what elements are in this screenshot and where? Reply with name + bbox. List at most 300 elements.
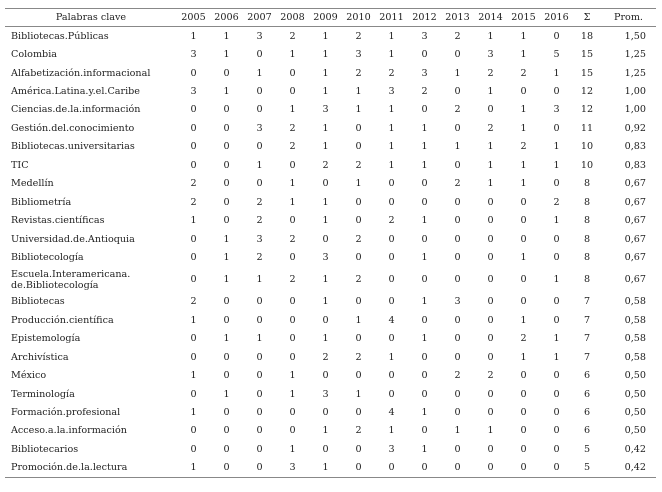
sum-cell: 11 [580, 122, 594, 134]
year-count-cell: 1 [322, 122, 329, 134]
year-count-cell: 2 [289, 141, 296, 153]
year-count-cell: 0 [190, 443, 197, 455]
year-count-cell: 1 [520, 30, 527, 42]
year-count-cell: 0 [553, 251, 560, 263]
year-count-cell: 0 [553, 296, 560, 308]
year-count-cell: 1 [289, 443, 296, 455]
year-count-cell: 0 [355, 141, 362, 153]
year-count-cell: 1 [553, 351, 560, 363]
year-count-cell: 1 [223, 274, 230, 286]
average-cell: 1,25 [624, 67, 646, 79]
year-count-cell: 0 [375, 459, 408, 478]
year-count-cell: 0 [190, 104, 197, 116]
year-count-cell: 2 [289, 30, 296, 42]
year-count-cell: 1 [223, 388, 230, 400]
year-count-cell: 0 [190, 333, 197, 345]
keyword-cell: Gestión.del.conocimiento [11, 122, 135, 134]
year-count-cell: 1 [256, 274, 263, 286]
table-row [5, 64, 656, 82]
year-count-cell: 0 [342, 459, 375, 478]
year-count-cell: 1 [223, 49, 230, 61]
year-count-cell: 0 [454, 215, 461, 227]
year-count-cell: 0 [520, 274, 527, 286]
year-count-cell: 0 [487, 296, 494, 308]
year-count-cell: 1 [322, 425, 329, 437]
average-cell: 1,00 [624, 104, 646, 116]
year-count-cell: 1 [520, 49, 527, 61]
table-row [5, 330, 656, 348]
year-count-cell: 1 [322, 333, 329, 345]
year-count-cell: 2 [190, 196, 197, 208]
year-count-cell: 3 [256, 233, 263, 245]
year-count-cell: 1 [322, 296, 329, 308]
year-count-cell: 0 [487, 233, 494, 245]
year-count-cell: 0 [223, 104, 230, 116]
column-header-sum: Σ [573, 9, 601, 27]
year-count-cell: 0 [322, 178, 329, 190]
table-row [5, 193, 656, 211]
year-count-cell: 0 [256, 407, 263, 419]
year-count-cell: 3 [553, 104, 560, 116]
year-count-cell: 0 [454, 351, 461, 363]
table-row [5, 366, 656, 384]
year-count-cell: 0 [190, 122, 197, 134]
year-count-cell: 0 [289, 296, 296, 308]
year-count-cell: 1 [322, 141, 329, 153]
year-count-cell: 0 [223, 425, 230, 437]
year-count-cell: 2 [487, 122, 494, 134]
year-count-cell: 0 [553, 443, 560, 455]
year-count-cell: 0 [322, 233, 329, 245]
year-count-cell: 0 [454, 388, 461, 400]
year-count-cell: 0 [223, 215, 230, 227]
sum-cell: 15 [580, 49, 594, 61]
year-count-cell: 0 [355, 407, 362, 419]
year-count-cell: 0 [421, 196, 428, 208]
year-count-cell: 0 [322, 370, 329, 382]
year-count-cell: 0 [487, 196, 494, 208]
keyword-cell: Universidad.de.Antioquia [11, 233, 135, 245]
year-count-cell: 1 [421, 296, 428, 308]
year-count-cell: 0 [487, 443, 494, 455]
year-count-cell: 3 [322, 104, 329, 116]
year-count-cell: 0 [553, 314, 560, 326]
year-count-cell: 0 [520, 388, 527, 400]
year-count-cell: 3 [256, 122, 263, 134]
year-count-cell: 2 [454, 104, 461, 116]
keyword-cell: Promoción.de.la.lectura [5, 459, 177, 478]
table-row [5, 440, 656, 458]
year-count-cell: 2 [289, 233, 296, 245]
year-count-cell: 0 [322, 443, 329, 455]
table-row [5, 119, 656, 137]
year-count-cell: 2 [454, 178, 461, 190]
year-count-cell: 0 [454, 251, 461, 263]
column-header-year: 2015 [507, 9, 540, 27]
year-count-cell: 1 [190, 407, 197, 419]
average-cell: 0,67 [624, 233, 646, 245]
year-count-cell: 1 [553, 274, 560, 286]
year-count-cell: 2 [421, 86, 428, 98]
year-count-cell: 0 [355, 122, 362, 134]
year-count-cell: 0 [256, 178, 263, 190]
year-count-cell: 1 [388, 425, 395, 437]
average-cell: 1,25 [624, 49, 646, 61]
year-count-cell: 1 [421, 333, 428, 345]
year-count-cell: 0 [520, 196, 527, 208]
year-count-cell: 1 [388, 49, 395, 61]
year-count-cell: 0 [190, 233, 197, 245]
column-header-year: 2009 [309, 9, 342, 27]
year-count-cell: 0 [553, 86, 560, 98]
table-row [5, 27, 656, 46]
year-count-cell: 1 [190, 30, 197, 42]
year-count-cell: 0 [289, 86, 296, 98]
year-count-cell: 1 [322, 274, 329, 286]
year-count-cell: 2 [553, 196, 560, 208]
table-body [5, 27, 656, 478]
table-row [5, 348, 656, 366]
year-count-cell: 0 [421, 314, 428, 326]
year-count-cell: 0 [540, 459, 573, 478]
year-count-cell: 0 [388, 296, 395, 308]
year-count-cell: 0 [487, 388, 494, 400]
year-count-cell: 2 [256, 215, 263, 227]
year-count-cell: 0 [355, 196, 362, 208]
year-count-cell: 0 [256, 443, 263, 455]
year-count-cell: 2 [256, 196, 263, 208]
year-count-cell: 0 [289, 407, 296, 419]
year-count-cell: 0 [421, 388, 428, 400]
year-count-cell: 1 [520, 351, 527, 363]
year-count-cell: 0 [553, 233, 560, 245]
year-count-cell: 2 [355, 159, 362, 171]
year-count-cell: 0 [520, 370, 527, 382]
year-count-cell: 1 [289, 49, 296, 61]
table-row [5, 293, 656, 311]
year-count-cell: 1 [487, 159, 494, 171]
average-cell: 0,67 [624, 251, 646, 263]
year-count-cell: 1 [177, 459, 210, 478]
average-cell: 0,67 [624, 274, 646, 286]
average-cell: 1,00 [624, 86, 646, 98]
year-count-cell: 3 [256, 30, 263, 42]
year-count-cell: 2 [355, 274, 362, 286]
year-count-cell: 0 [454, 443, 461, 455]
table-row [5, 82, 656, 100]
keyword-cell: Bibliometría [11, 196, 72, 208]
year-count-cell: 1 [289, 178, 296, 190]
column-header-year: 2016 [540, 9, 573, 27]
year-count-cell: 0 [223, 443, 230, 455]
keyword-cell: Bibliotecas.Públicas [11, 30, 109, 42]
year-count-cell: 0 [256, 351, 263, 363]
column-header-year: 2013 [441, 9, 474, 27]
year-count-cell: 0 [553, 425, 560, 437]
year-count-cell: 0 [421, 49, 428, 61]
year-count-cell: 0 [520, 296, 527, 308]
year-count-cell: 2 [355, 351, 362, 363]
year-count-cell: 1 [487, 86, 494, 98]
keyword-cell: Producción.científica [11, 314, 114, 326]
year-count-cell: 0 [388, 274, 395, 286]
sum-cell: 6 [583, 425, 591, 437]
year-count-cell: 0 [487, 407, 494, 419]
year-count-cell: 1 [553, 67, 560, 79]
year-count-cell: 0 [223, 159, 230, 171]
column-header-keyword: Palabras clave [5, 9, 177, 27]
average-cell: 0,50 [624, 388, 646, 400]
year-count-cell: 3 [322, 251, 329, 263]
sum-cell: 8 [583, 274, 591, 286]
year-count-cell: 1 [421, 215, 428, 227]
keyword-cell: Bibliotecas.universitarias [11, 141, 135, 153]
column-header-year: 2007 [243, 9, 276, 27]
year-count-cell: 0 [454, 314, 461, 326]
average-cell: 0,42 [624, 443, 646, 455]
year-count-cell: 1 [190, 314, 197, 326]
year-count-cell: 0 [355, 443, 362, 455]
keyword-cell: Colombia [11, 49, 57, 61]
keyword-cell: Terminología [11, 388, 75, 400]
sum-cell: 5 [573, 459, 601, 478]
keyword-cell: Escuela.Interamericana. de.Bibliotecología [11, 268, 131, 291]
average-cell: 0,83 [624, 159, 646, 171]
year-count-cell: 4 [388, 407, 395, 419]
sum-cell: 7 [583, 351, 591, 363]
year-count-cell: 0 [190, 351, 197, 363]
keyword-frequency-table-container [5, 8, 656, 478]
year-count-cell: 1 [553, 141, 560, 153]
year-count-cell: 0 [520, 407, 527, 419]
year-count-cell: 0 [454, 122, 461, 134]
year-count-cell: 0 [421, 425, 428, 437]
year-count-cell: 0 [487, 274, 494, 286]
table-row [5, 311, 656, 329]
year-count-cell: 0 [289, 159, 296, 171]
average-cell: 1,50 [624, 30, 646, 42]
year-count-cell: 1 [322, 215, 329, 227]
year-count-cell: 1 [355, 86, 362, 98]
sum-cell: 7 [583, 296, 591, 308]
year-count-cell: 0 [520, 443, 527, 455]
table-row [5, 101, 656, 119]
year-count-cell: 0 [322, 314, 329, 326]
year-count-cell: 1 [322, 196, 329, 208]
sum-cell: 7 [583, 314, 591, 326]
column-header-year: 2011 [375, 9, 408, 27]
year-count-cell: 0 [507, 459, 540, 478]
year-count-cell: 4 [388, 314, 395, 326]
keyword-cell: Medellín [11, 178, 54, 190]
year-count-cell: 3 [454, 296, 461, 308]
table-row [5, 267, 656, 293]
year-count-cell: 0 [256, 141, 263, 153]
sum-cell: 8 [583, 178, 591, 190]
year-count-cell: 1 [388, 104, 395, 116]
year-count-cell: 2 [190, 178, 197, 190]
year-count-cell: 3 [421, 30, 428, 42]
year-count-cell: 2 [487, 370, 494, 382]
column-header-year: 2014 [474, 9, 507, 27]
year-count-cell: 0 [256, 388, 263, 400]
year-count-cell: 0 [520, 233, 527, 245]
year-count-cell: 1 [322, 86, 329, 98]
year-count-cell: 0 [454, 274, 461, 286]
year-count-cell: 0 [553, 178, 560, 190]
year-count-cell: 0 [256, 104, 263, 116]
table-header-row [5, 9, 656, 27]
year-count-cell: 1 [520, 104, 527, 116]
year-count-cell: 2 [520, 333, 527, 345]
keyword-cell: América.Latina.y.el.Caribe [11, 86, 140, 98]
year-count-cell: 2 [454, 30, 461, 42]
year-count-cell: 1 [322, 49, 329, 61]
year-count-cell: 1 [520, 314, 527, 326]
year-count-cell: 1 [309, 459, 342, 478]
year-count-cell: 0 [487, 104, 494, 116]
year-count-cell: 0 [421, 370, 428, 382]
year-count-cell: 0 [190, 141, 197, 153]
year-count-cell: 0 [487, 314, 494, 326]
sum-cell: 7 [583, 333, 591, 345]
year-count-cell: 0 [223, 351, 230, 363]
year-count-cell: 1 [388, 351, 395, 363]
year-count-cell: 0 [388, 233, 395, 245]
year-count-cell: 0 [223, 122, 230, 134]
year-count-cell: 2 [355, 233, 362, 245]
year-count-cell: 1 [289, 104, 296, 116]
year-count-cell: 0 [487, 251, 494, 263]
year-count-cell: 0 [520, 215, 527, 227]
year-count-cell: 0 [553, 388, 560, 400]
average-cell: 0,42 [601, 459, 656, 478]
year-count-cell: 2 [289, 274, 296, 286]
keyword-cell: TIC [11, 159, 29, 171]
year-count-cell: 1 [289, 196, 296, 208]
sum-cell: 8 [583, 233, 591, 245]
year-count-cell: 0 [289, 333, 296, 345]
year-count-cell: 0 [210, 459, 243, 478]
year-count-cell: 0 [520, 425, 527, 437]
year-count-cell: 0 [256, 49, 263, 61]
average-cell: 0,50 [624, 407, 646, 419]
year-count-cell: 2 [322, 351, 329, 363]
keyword-cell: Bibliotecología [11, 251, 84, 263]
year-count-cell: 1 [223, 233, 230, 245]
year-count-cell: 1 [454, 67, 461, 79]
year-count-cell: 0 [223, 67, 230, 79]
average-cell: 0,50 [624, 425, 646, 437]
year-count-cell: 0 [553, 30, 560, 42]
year-count-cell: 0 [289, 251, 296, 263]
year-count-cell: 1 [520, 178, 527, 190]
year-count-cell: 1 [421, 443, 428, 455]
column-header-year: 2008 [276, 9, 309, 27]
year-count-cell: 1 [520, 251, 527, 263]
sum-cell: 12 [580, 104, 594, 116]
year-count-cell: 0 [256, 296, 263, 308]
year-count-cell: 3 [388, 443, 395, 455]
year-count-cell: 0 [355, 370, 362, 382]
year-count-cell: 3 [190, 86, 197, 98]
year-count-cell: 0 [322, 407, 329, 419]
year-count-cell: 1 [553, 215, 560, 227]
column-header-year: 2006 [210, 9, 243, 27]
year-count-cell: 0 [289, 314, 296, 326]
year-count-cell: 1 [388, 122, 395, 134]
year-count-cell: 0 [388, 388, 395, 400]
year-count-cell: 2 [355, 30, 362, 42]
sum-cell: 8 [583, 215, 591, 227]
average-cell: 0,83 [624, 141, 646, 153]
keyword-cell: Bibliotecarios [11, 443, 79, 455]
year-count-cell: 1 [355, 388, 362, 400]
table-row [5, 211, 656, 229]
year-count-cell: 0 [553, 370, 560, 382]
keyword-cell: Ciencias.de.la.información [11, 104, 141, 116]
year-count-cell: 0 [190, 425, 197, 437]
year-count-cell: 0 [190, 159, 197, 171]
year-count-cell: 0 [190, 388, 197, 400]
year-count-cell: 0 [421, 233, 428, 245]
year-count-cell: 2 [520, 67, 527, 79]
year-count-cell: 0 [421, 178, 428, 190]
year-count-cell: 0 [454, 407, 461, 419]
year-count-cell: 1 [256, 159, 263, 171]
table-row [5, 248, 656, 266]
year-count-cell: 1 [355, 314, 362, 326]
year-count-cell: 0 [223, 407, 230, 419]
year-count-cell: 3 [190, 49, 197, 61]
year-count-cell: 0 [388, 251, 395, 263]
year-count-cell: 0 [388, 196, 395, 208]
average-cell: 0,67 [624, 215, 646, 227]
average-cell: 0,58 [624, 314, 646, 326]
year-count-cell: 1 [322, 67, 329, 79]
year-count-cell: 1 [454, 425, 461, 437]
year-count-cell: 1 [355, 104, 362, 116]
year-count-cell: 1 [520, 122, 527, 134]
table-row [5, 175, 656, 193]
year-count-cell: 0 [190, 251, 197, 263]
year-count-cell: 1 [190, 370, 197, 382]
average-cell: 0,67 [624, 178, 646, 190]
average-cell: 0,58 [624, 351, 646, 363]
average-cell: 0,58 [624, 333, 646, 345]
column-header-average: Prom. [601, 9, 656, 27]
year-count-cell: 2 [322, 159, 329, 171]
year-count-cell: 0 [553, 407, 560, 419]
year-count-cell: 0 [223, 296, 230, 308]
year-count-cell: 1 [487, 178, 494, 190]
year-count-cell: 0 [388, 370, 395, 382]
year-count-cell: 0 [421, 274, 428, 286]
year-count-cell: 1 [223, 333, 230, 345]
year-count-cell: 1 [355, 178, 362, 190]
year-count-cell: 0 [256, 86, 263, 98]
year-count-cell: 3 [487, 49, 494, 61]
year-count-cell: 3 [276, 459, 309, 478]
year-count-cell: 1 [322, 30, 329, 42]
year-count-cell: 0 [454, 86, 461, 98]
year-count-cell: 0 [190, 274, 197, 286]
keyword-cell: Alfabetización.informacional [11, 67, 151, 79]
year-count-cell: 0 [454, 49, 461, 61]
keyword-frequency-table [5, 8, 656, 478]
year-count-cell: 0 [223, 196, 230, 208]
year-count-cell: 1 [421, 251, 428, 263]
